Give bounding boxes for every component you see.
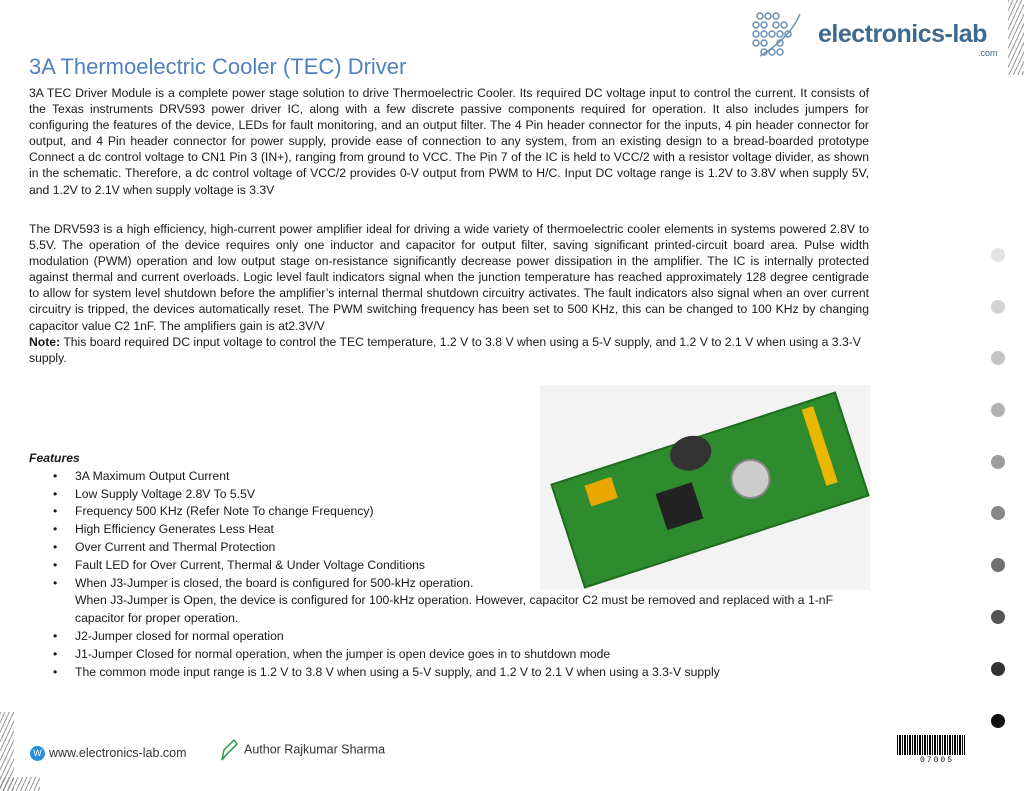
decorative-dot bbox=[991, 300, 1005, 314]
decorative-dot bbox=[991, 714, 1005, 728]
intro-paragraph: 3A TEC Driver Module is a complete power stage solution to drive Thermoelectric Cooler. Its required DC voltage input to control the current. It consists of the Texas instruments DRV593 power driver IC, along with a few discrete passive components required for operation. It also includes jumpers for configuring the features of the device, LEDs for fault monitoring, and an output filter. The 4 Pin header connector for the inputs, 4 pin header connector for output, and 4 Pin header connector for power supply, provide ease of connection to any system, from an existing design to a bread-boarded prototype Connect a dc control voltage to CN1 Pin 3 (IN+), ranging from ground to VCC. The Pin 7 of the IC is held to VCC/2 with a resistor voltage divider, as shown in the schematic. Therefore, a dc control voltage of VCC/2 provides 0-V output from PWM to H/C. Input DC voltage range is 1.2V to 3.8V when supply 5V, and 1.2V to 2.1V when supply voltage is 3.3V bbox=[29, 86, 869, 197]
decorative-dot bbox=[991, 248, 1005, 262]
pen-icon bbox=[218, 738, 238, 762]
decorative-dot bbox=[991, 610, 1005, 624]
corner-hatch bbox=[0, 777, 40, 791]
electronics-lab-logo[interactable] bbox=[750, 8, 1010, 63]
feature-item: • Low Supply Voltage 2.8V To 5.5V bbox=[53, 486, 869, 504]
description-paragraph bbox=[29, 221, 869, 366]
logo-text: electronics-lab bbox=[818, 20, 987, 48]
features-section bbox=[29, 450, 869, 681]
feature-item: • J1-Jumper Closed for normal operation, when the jumper is open device goes in to shutdown mode bbox=[53, 646, 869, 664]
feature-item: • J2-Jumper closed for normal operation bbox=[53, 628, 869, 646]
decorative-dot bbox=[991, 506, 1005, 520]
web-icon: W bbox=[30, 746, 45, 761]
feature-item: • High Efficiency Generates Less Heat bbox=[53, 521, 869, 539]
features-list bbox=[53, 468, 869, 682]
note-paragraph bbox=[29, 334, 869, 366]
feature-item: • Frequency 500 KHz (Refer Note To change Frequency) bbox=[53, 503, 869, 521]
decorative-dot bbox=[991, 558, 1005, 572]
website-text: www.electronics-lab.com bbox=[49, 746, 187, 760]
page-title: 3A Thermoelectric Cooler (TEC) Driver bbox=[29, 54, 407, 79]
decorative-dot bbox=[991, 662, 1005, 676]
website-link[interactable] bbox=[30, 746, 187, 761]
decorative-dot bbox=[991, 455, 1005, 469]
feature-item: • When J3-Jumper is closed, the board is configured for 500-kHz operation. When J3-Jumper is Open, the device is configured for 100-kHz operation. However, capacitor C2 must be removed and replaced with a 1-nF capacitor for proper operation. bbox=[53, 575, 869, 628]
feature-item: • Over Current and Thermal Protection bbox=[53, 539, 869, 557]
decorative-dot bbox=[991, 403, 1005, 417]
barcode bbox=[897, 735, 965, 755]
decorative-dot bbox=[991, 351, 1005, 365]
features-heading: Features bbox=[29, 451, 80, 465]
author-credit bbox=[218, 738, 385, 762]
drv593-paragraph: The DRV593 is a high efficiency, high-current power amplifier ideal for driving a wide variety of thermoelectric cooler elements in systems powered 2.8V to 5.5V. The operation of the device requires only one inductor and capacitor for output filter, saving significant printed-circuit board area. Pulse width modulation (PWM) operation and low output stage on-resistance significantly decrease power dissipation in the amplifier. The IC is internally protected against thermal and current overloads. Logic level fault indicators signal when the junction temperature has reached approximately 128 degree centigrade to allow for system level shutdown before the amplifier’s internal thermal shutdown circuitry activates. The fault indicators also signal when an over current circuitry is tripped, the devices automatically reset. The PWM switching frequency has been set to 500 KHz, this can be changed to 100 KHz by changing capacitor value C2 1nF. The amplifiers gain is at2.3V/V bbox=[29, 222, 869, 333]
note-label: Note: bbox=[29, 334, 61, 349]
corner-hatch bbox=[1008, 0, 1024, 75]
barcode-number: 07005 bbox=[920, 756, 955, 765]
feature-item: • The common mode input range is 1.2 V to 3.8 V when using a 5-V supply, and 1.2 V to 2.1 V when using a 3.3-V supply bbox=[53, 664, 869, 682]
feature-item: • 3A Maximum Output Current bbox=[53, 468, 869, 486]
logo-suffix: .com bbox=[978, 48, 998, 58]
feature-item: • Fault LED for Over Current, Thermal & Under Voltage Conditions bbox=[53, 557, 869, 575]
author-text: Author Rajkumar Sharma bbox=[244, 742, 386, 757]
logo-dots-icon bbox=[750, 8, 810, 58]
note-text: This board required DC input voltage to control the TEC temperature, 1.2 V to 3.8 V when using a 5-V supply, and 1.2 V to 2.1 V when using a 3.3-V supply. bbox=[29, 334, 861, 365]
